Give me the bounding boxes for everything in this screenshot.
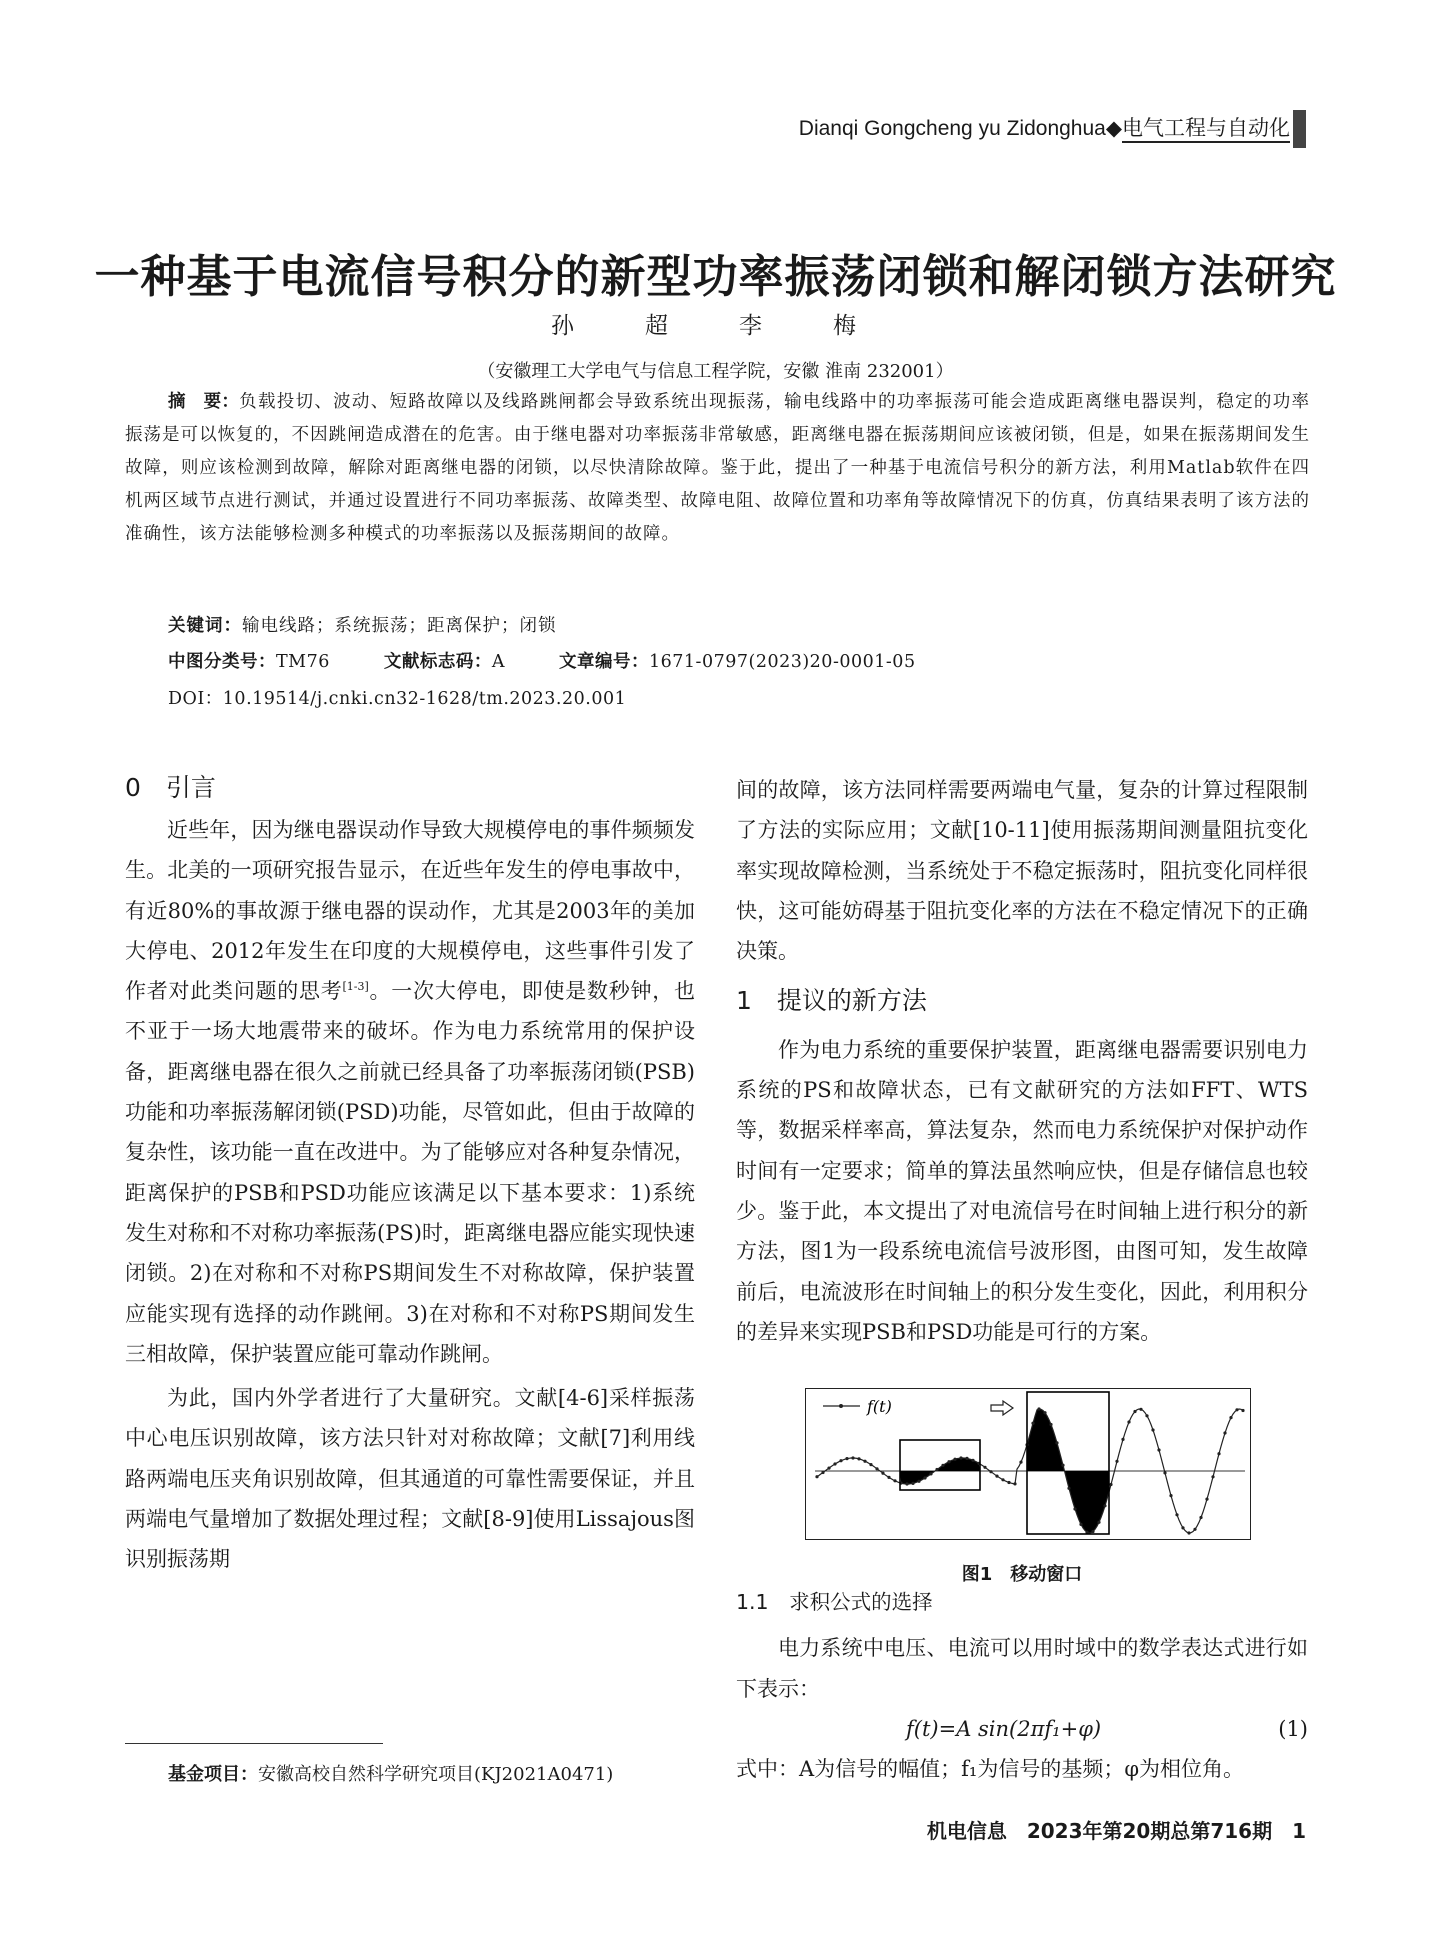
- sample-point: [1031, 1422, 1034, 1425]
- sample-point: [1055, 1441, 1058, 1444]
- clc-value: TM76: [276, 652, 330, 672]
- paragraph: 电力系统中电压、电流可以用时域中的数学表达式进行如下表示：: [736, 1636, 1308, 1701]
- figure-1-moving-window: [805, 1388, 1251, 1540]
- sample-point: [929, 1472, 932, 1475]
- sample-point: [893, 1479, 896, 1482]
- sample-point: [1127, 1420, 1130, 1423]
- sample-point: [965, 1457, 968, 1460]
- sample-point: [851, 1456, 854, 1459]
- formula: f(t)=A sin(2πf₁+φ): [906, 1716, 1102, 1741]
- sample-point: [1157, 1448, 1160, 1451]
- paragraph-text: 。一次大停电，即使是数秒钟，也不亚于一场大地震带来的破坏。作为电力系统常用的保护设备，距离继电器在很久之前就已经具备了功率振荡闭锁(PSB)功能和功率振荡解闭锁(PSD)功能，尽管如此，但由于故障的复杂性，该功能一直在改进中。为了能够应对各种复杂情况，距离保护的PSB和PSD功能应该满足以下基本要求：1)系统发生对称和不对称功率振荡(PS)时，距离继电器应能实现快速闭锁。2)在对称和不对称PS期间发生不对称故障，保护装置应能实现有选择的动作跳闸。3)在对称和不对称PS期间发生三相故障，保护装置应能可靠动作跳闸。: [125, 979, 696, 1366]
- equation-number: (1): [1278, 1716, 1308, 1741]
- sample-point: [1175, 1513, 1178, 1516]
- sample-point: [887, 1476, 890, 1479]
- sample-point: [1115, 1460, 1118, 1463]
- footnote-rule: [125, 1743, 383, 1744]
- citation[interactable]: [1-3]: [342, 980, 369, 994]
- sample-point: [995, 1475, 998, 1478]
- sample-point: [905, 1482, 908, 1485]
- right-column-lower: [736, 1582, 1308, 1789]
- sample-point: [845, 1457, 848, 1460]
- doc-code-label: 文献标志码：: [383, 652, 492, 672]
- paragraph: [125, 810, 695, 1374]
- sample-point: [1187, 1531, 1190, 1534]
- sample-point: [1037, 1407, 1040, 1410]
- sample-point: [1049, 1423, 1052, 1426]
- funding-text: 安徽高校自然科学研究项目(KJ2021A0471): [258, 1764, 614, 1785]
- sample-point: [953, 1458, 956, 1461]
- abstract-text: 负载投切、波动、短路故障以及线路跳闸都会导致系统出现振荡，输电线路中的功率振荡可能会造成距离继电器误判，稳定的功率振荡是可以恢复的，不因跳闸造成潜在的危害。由于继电器对功率振荡非常敏感，距离继电器在振荡期间应该被闭锁，但是，如果在振荡期间发生故障，则应该检测到故障，解除对距离继电器的闭锁，以尽快清除故障。鉴于此，提出了一种基于电流信号积分的新方法，利用Matlab软件在四机两区域节点进行测试，并通过设置进行不同功率振荡、故障类型、故障电阻、故障位置和功率角等故障情况下的仿真，仿真结果表明了该方法的准确性，该方法能够检测多种模式的功率振荡以及振荡期间的故障。: [125, 392, 1311, 544]
- section-0-heading: 0 引言: [125, 773, 216, 802]
- sample-point: [869, 1463, 872, 1466]
- sample-point: [1199, 1516, 1202, 1519]
- sample-point: [923, 1476, 926, 1479]
- sample-point: [1043, 1411, 1046, 1414]
- running-header: [0, 112, 1290, 142]
- sample-point: [1103, 1504, 1106, 1507]
- sample-point: [1205, 1498, 1208, 1501]
- sample-point: [983, 1466, 986, 1469]
- clc-label: 中图分类号：: [168, 652, 276, 672]
- paragraph: 作为电力系统的重要保护装置，距离继电器需要识别电力系统的PS和故障状态，已有文献研究的方法如FFT、WTS等，数据采样率高，算法复杂，然而电力系统保护对保护动作时间有一定要求；简单的算法虽然响应快，但是存储信息也较少。鉴于此，本文提出了对电流信号在时间轴上进行积分的新方法，图1为一段系统电流信号波形图，由图可知，发生故障前后，电流波形在时间轴上的积分发生变化，因此，利用积分的差异来实现PSB和PSD功能是可行的方案。: [736, 1037, 1308, 1344]
- authors: 孙 超 李 梅: [551, 313, 880, 339]
- sample-point: [989, 1470, 992, 1473]
- affiliation: （安徽理工大学电气与信息工程学院，安徽 淮南 232001）: [477, 361, 954, 382]
- classification-line: [168, 648, 916, 673]
- sample-point: [1145, 1414, 1148, 1417]
- sample-point: [1097, 1521, 1100, 1524]
- article-no-label: 文章编号：: [559, 652, 649, 672]
- doi-label: DOI：: [168, 689, 223, 709]
- sample-point: [1139, 1408, 1142, 1411]
- equation-1: [736, 1709, 1308, 1749]
- funding-label: 基金项目：: [168, 1764, 258, 1785]
- sample-point: [1067, 1487, 1070, 1490]
- sample-point: [1193, 1528, 1196, 1531]
- sample-point: [881, 1472, 884, 1475]
- sample-point: [1211, 1475, 1214, 1478]
- sample-point: [947, 1460, 950, 1463]
- section-1-heading: 1 提议的新方法: [736, 986, 927, 1016]
- sample-point: [1181, 1526, 1184, 1529]
- keywords-label: 关键词：: [168, 616, 242, 636]
- sample-point: [833, 1462, 836, 1465]
- sample-point: [1121, 1438, 1124, 1441]
- sample-point: [941, 1464, 944, 1467]
- sample-point: [1241, 1409, 1244, 1412]
- sample-point: [1001, 1478, 1004, 1481]
- left-column: [125, 810, 695, 1580]
- sample-point: [1091, 1530, 1094, 1533]
- journal-name-chinese: 电气工程与自动化: [1122, 116, 1290, 143]
- keywords: [168, 612, 557, 637]
- right-column: [736, 770, 1308, 1352]
- sample-point: [1223, 1431, 1226, 1434]
- paragraph: 为此，国内外学者进行了大量研究。文献[4-6]采样振荡中心电压识别故障，该方法只针对对称故障；文献[7]利用线路两端电压夹角识别故障，但其通道的可靠性需要保证，并且两端电气量增加了数据处理过程；文献[8-9]使用Lissajous图识别振荡期: [125, 1386, 695, 1572]
- sample-point: [1061, 1464, 1064, 1467]
- header-bar-mark: [1293, 110, 1306, 148]
- sample-point: [1229, 1416, 1232, 1419]
- sample-point: [1073, 1507, 1076, 1510]
- legend-label: f(t): [867, 1397, 892, 1416]
- abstract: [125, 386, 1310, 551]
- keywords-text: 输电线路；系统振荡；距离保护；闭锁: [242, 616, 557, 636]
- sample-point: [1151, 1428, 1154, 1431]
- sample-point: [1007, 1481, 1010, 1484]
- paragraph-text: 近些年，因为继电器误动作导致大规模停电的事件频频发生。北美的一项研究报告显示，在近些年发生的停电事故中，有近80%的事故源于继电器的误动作，尤其是2003年的美加大停电、2012年发生在印度的大规模停电，这些事件引发了作者对此类问题的思考: [125, 818, 695, 1004]
- sample-point: [971, 1459, 974, 1462]
- sample-point: [1013, 1482, 1016, 1485]
- sample-point: [1169, 1494, 1172, 1497]
- sample-point: [917, 1480, 920, 1483]
- sample-point: [875, 1467, 878, 1470]
- sample-point: [1217, 1452, 1220, 1455]
- sample-point: [857, 1457, 860, 1460]
- sample-point: [1019, 1461, 1022, 1464]
- journal-name-pinyin: Dianqi Gongcheng yu Zidonghua: [798, 117, 1106, 140]
- doc-code-value: A: [491, 652, 505, 672]
- sample-point: [1109, 1483, 1112, 1486]
- paragraph: 式中：A为信号的幅值；f₁为信号的基频；φ为相位角。: [736, 1756, 1245, 1781]
- legend-marker: [839, 1404, 843, 1408]
- sample-point: [815, 1475, 818, 1478]
- doi-line: [168, 685, 626, 710]
- article-no-value: 1671-0797(2023)20-0001-05: [649, 652, 916, 672]
- sample-point: [1235, 1408, 1238, 1411]
- sample-point: [827, 1467, 830, 1470]
- paragraph-continued: 间的故障，该方法同样需要两端电气量，复杂的计算过程限制了方法的实际应用；文献[10-11]使用振荡期间测量阻抗变化率实现故障检测，当系统处于不稳定振荡时，阻抗变化同样很快，这可能妨碍基于阻抗变化率的方法在不稳定情况下的正确决策。: [736, 778, 1308, 964]
- funding-note: [168, 1760, 613, 1786]
- header-separator: ◆: [1105, 116, 1122, 140]
- sample-point: [839, 1459, 842, 1462]
- sample-point: [821, 1471, 824, 1474]
- sample-point: [863, 1460, 866, 1463]
- sample-point: [1163, 1471, 1166, 1474]
- figure-caption: 图1 移动窗口: [961, 1564, 1083, 1585]
- doi-value[interactable]: 10.19514/j.cnki.cn32-1628/tm.2023.20.001: [222, 689, 627, 709]
- sample-point: [959, 1456, 962, 1459]
- abstract-label: 摘 要：: [168, 392, 240, 412]
- sample-point: [1079, 1523, 1082, 1526]
- sample-point: [1133, 1410, 1136, 1413]
- section-1-1-heading: 1.1 求积公式的选择: [736, 1590, 933, 1614]
- page-footer: 机电信息 2023年第20期总第716期 1: [926, 1819, 1306, 1843]
- sample-point: [935, 1468, 938, 1471]
- paper-title: 一种基于电流信号积分的新型功率振荡闭锁和解闭锁方法研究: [94, 250, 1337, 303]
- sample-point: [911, 1482, 914, 1485]
